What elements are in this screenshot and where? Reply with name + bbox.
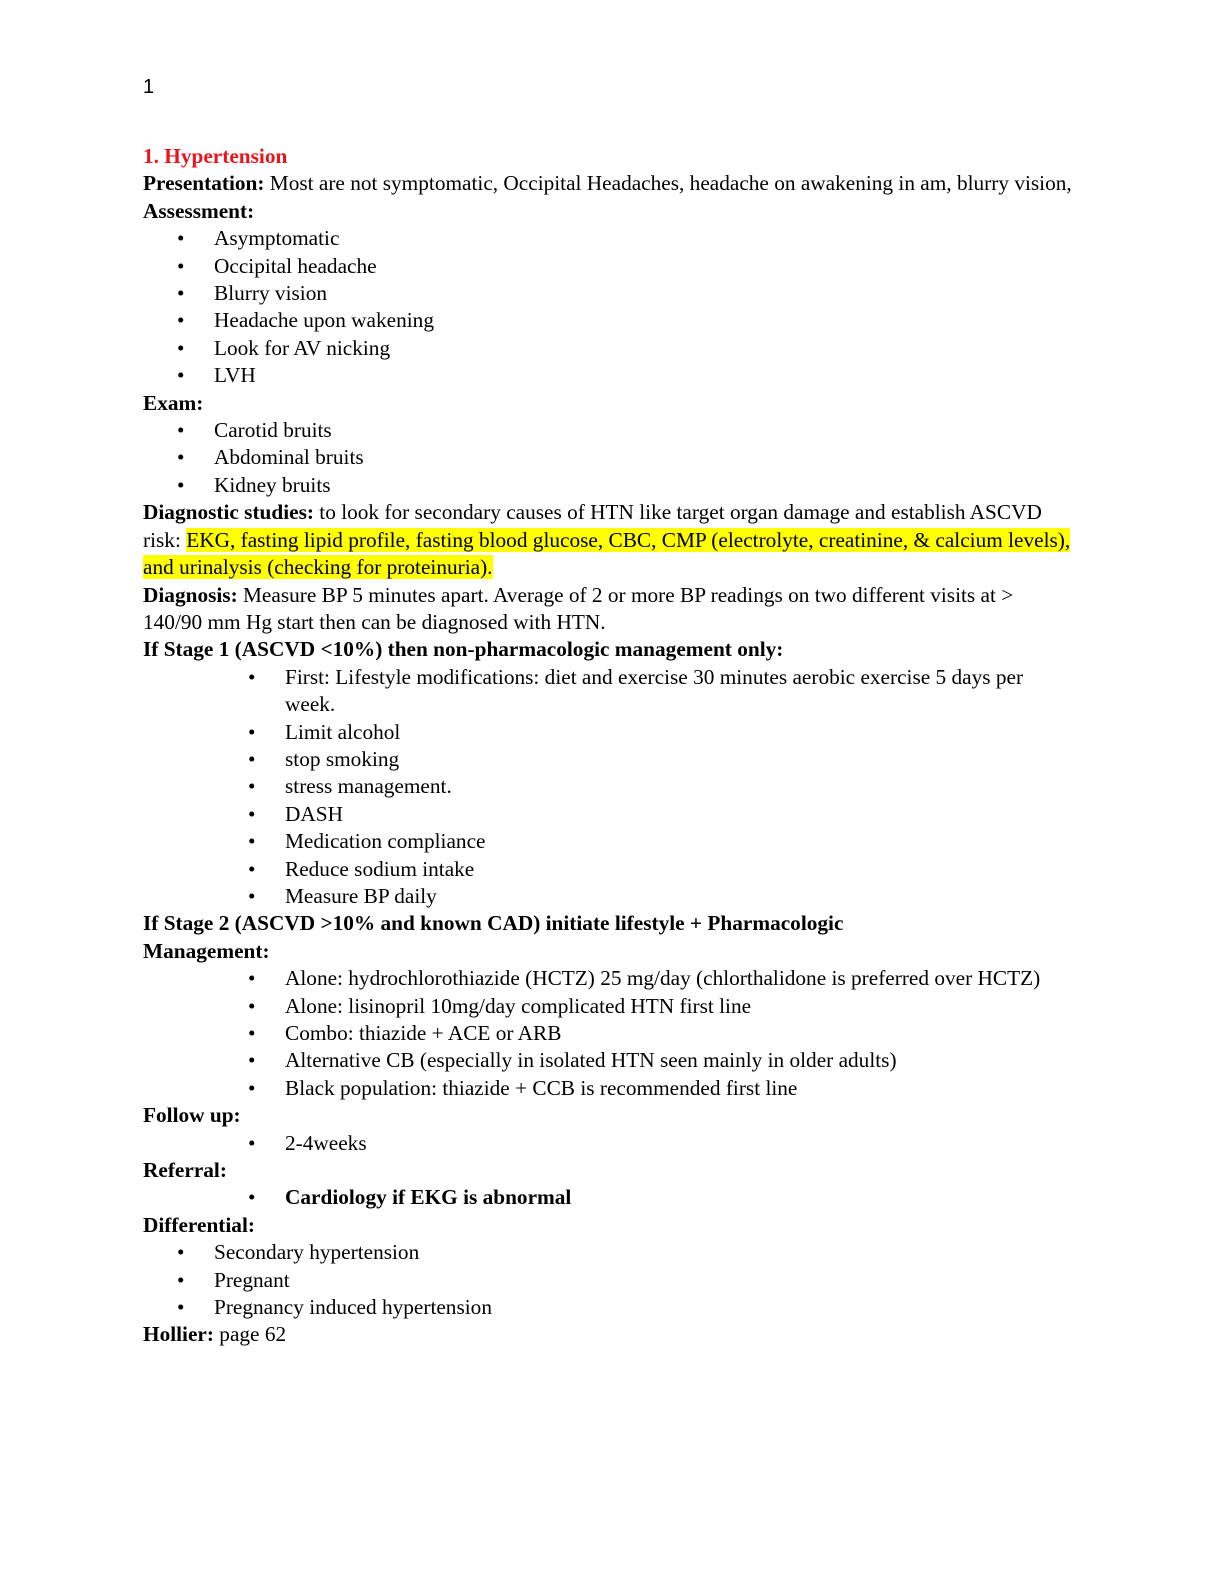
- section-title: 1. Hypertension: [143, 144, 288, 168]
- list-item: • Occipital headache: [143, 253, 1073, 280]
- differential-heading: Differential:: [143, 1212, 255, 1237]
- list-item: • Abdominal bruits: [143, 444, 1073, 471]
- document-body: [143, 143, 1073, 1349]
- list-item: • Kidney bruits: [143, 472, 1073, 499]
- follow-up-heading: Follow up:: [143, 1103, 241, 1128]
- list-item: • Pregnant: [143, 1267, 1073, 1294]
- differential-list: [143, 1239, 1073, 1321]
- stage2-list: [143, 965, 1073, 1102]
- list-item: • Alone: lisinopril 10mg/day complicated HTN first line: [143, 993, 1073, 1020]
- presentation-paragraph: [143, 170, 1073, 197]
- list-item: • 2-4weeks: [143, 1130, 1073, 1157]
- diagnostic-studies-label: Diagnostic studies:: [143, 500, 314, 525]
- exam-list: [143, 417, 1073, 499]
- list-item: • LVH: [143, 362, 1073, 389]
- hollier-paragraph: [143, 1321, 1073, 1348]
- diagnosis-text: Measure BP 5 minutes apart. Average of 2 or more BP readings on two different visits at > 140/90 mm Hg start then can be diagnosed with HTN.: [143, 582, 1014, 634]
- list-item: • Blurry vision: [143, 280, 1073, 307]
- list-item: • stress management.: [143, 773, 1073, 800]
- list-item: • Cardiology if EKG is abnormal: [143, 1184, 1073, 1211]
- hollier-text: page 62: [213, 1322, 287, 1347]
- list-item: • Look for AV nicking: [143, 335, 1073, 362]
- assessment-heading: Assessment:: [143, 198, 255, 223]
- list-item: • Secondary hypertension: [143, 1239, 1073, 1266]
- list-item: • Asymptomatic: [143, 225, 1073, 252]
- stage2-heading: If Stage 2 (ASCVD >10% and known CAD) initiate lifestyle + Pharmacologic Management:: [143, 911, 844, 963]
- diagnostic-studies-text: to look for secondary causes of HTN like target organ damage and establish ASCVD risk:: [143, 500, 1042, 552]
- assessment-list: [143, 225, 1073, 389]
- referral-list: [143, 1184, 1073, 1211]
- exam-heading: Exam:: [143, 390, 204, 415]
- stage1-list: [143, 664, 1073, 911]
- list-item: • Combo: thiazide + ACE or ARB: [143, 1020, 1073, 1047]
- list-item: • Limit alcohol: [143, 719, 1073, 746]
- list-item: • Reduce sodium intake: [143, 856, 1073, 883]
- follow-up-list: [143, 1130, 1073, 1157]
- diagnostic-studies-paragraph: [143, 499, 1073, 581]
- list-item: • Carotid bruits: [143, 417, 1073, 444]
- highlighted-text: EKG, fasting lipid profile, fasting blood glucose, CBC, CMP (electrolyte, creatinine, & calcium levels), and urinalysis (checking for proteinuria).: [143, 527, 1071, 580]
- list-item: • Black population: thiazide + CCB is recommended first line: [143, 1075, 1073, 1102]
- list-item: • Measure BP daily: [143, 883, 1073, 910]
- list-item: • DASH: [143, 801, 1073, 828]
- referral-heading: Referral:: [143, 1158, 227, 1183]
- presentation-text: Most are not symptomatic, Occipital Headaches, headache on awakening in am, blurry vision,: [264, 171, 1072, 196]
- list-item: • First: Lifestyle modifications: diet and exercise 30 minutes aerobic exercise 5 days per week.: [143, 664, 1073, 719]
- list-item: • Headache upon wakening: [143, 307, 1073, 334]
- list-item: • stop smoking: [143, 746, 1073, 773]
- diagnosis-paragraph: [143, 582, 1073, 637]
- list-item: • Alternative CB (especially in isolated HTN seen mainly in older adults): [143, 1047, 1073, 1074]
- stage1-heading: If Stage 1 (ASCVD <10%) then non-pharmacologic management only:: [143, 637, 784, 662]
- list-item: • Pregnancy induced hypertension: [143, 1294, 1073, 1321]
- hollier-label: Hollier:: [143, 1322, 214, 1347]
- list-item: • Alone: hydrochlorothiazide (HCTZ) 25 mg/day (chlorthalidone is preferred over HCTZ): [143, 965, 1073, 992]
- diagnosis-label: Diagnosis:: [143, 582, 238, 607]
- presentation-label: Presentation:: [143, 171, 265, 196]
- list-item: • Medication compliance: [143, 828, 1073, 855]
- page-number: 1: [143, 76, 155, 98]
